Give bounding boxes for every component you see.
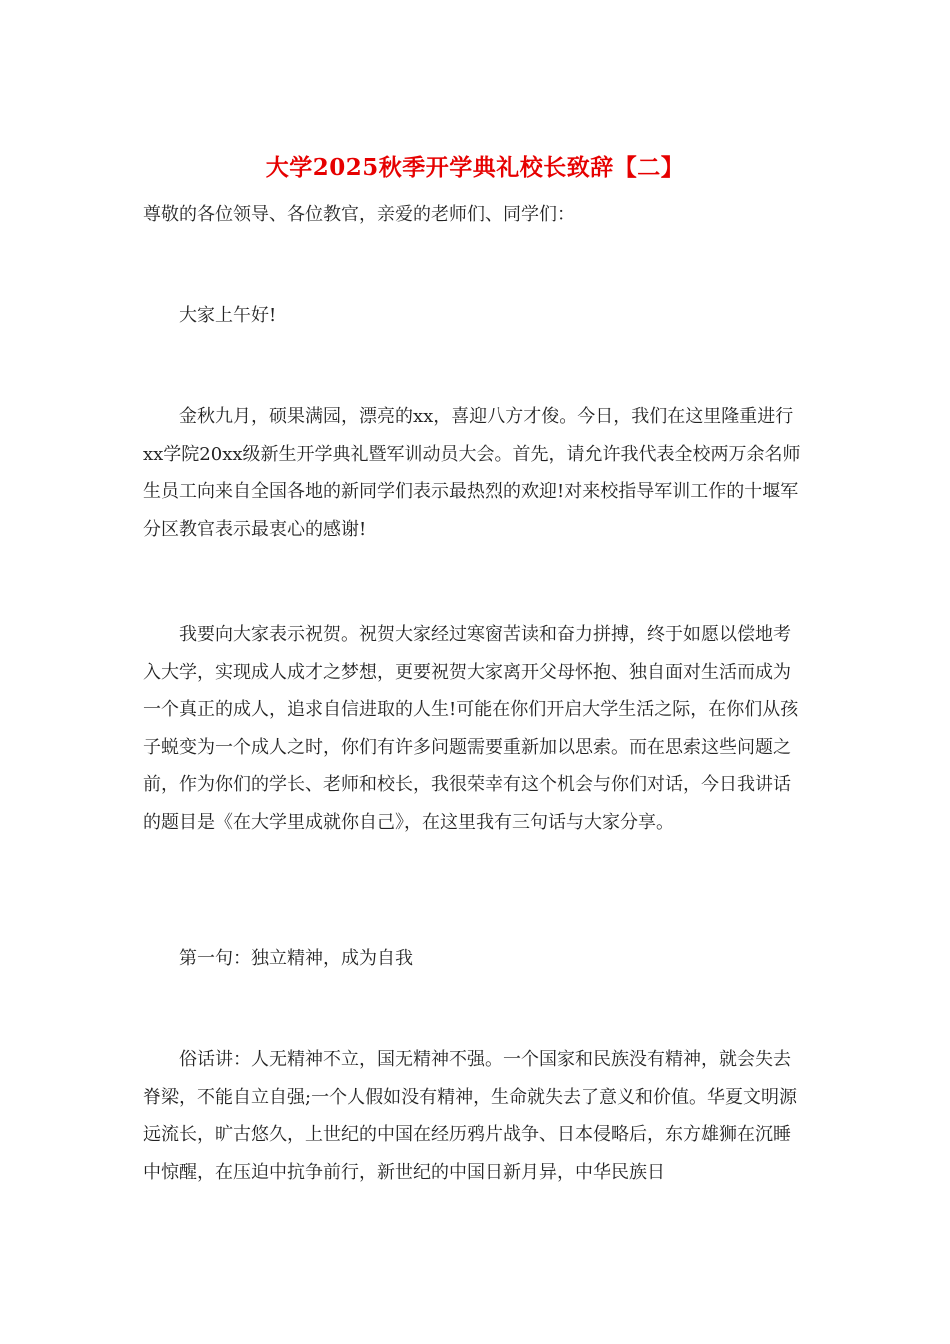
paragraph-greeting: 大家上午好! (179, 305, 277, 326)
section-heading-first: 第一句：独立精神，成为自我 (179, 948, 413, 969)
paragraph-spirit: 俗话讲：人无精神不立，国无精神不强。一个国家和民族没有精神，就会失去脊梁，不能自立自强;一个人假如没有精神，生命就失去了意义和价值。华夏文明源远流长，旷古悠久，上世纪的中国在经历鸦片战争、日本侵略后，东方雄狮在沉睡中惊醒，在压迫中抗争前行，新世纪的中国日新月异，中华民族日 (143, 1049, 798, 1183)
paragraph-congratulations: 我要向大家表示祝贺。祝贺大家经过寒窗苦读和奋力拼搏，终于如愿以偿地考入大学，实现成人成才之梦想，更要祝贺大家离开父母怀抱、独自面对生活而成为一个真正的成人，追求自信进取的人生!可能在你们开启大学生活之际，在你们从孩子蜕变为一个成人之时，你们有许多问题需要重新加以思索。而在思索这些问题之前，作为你们的学长、老师和校长，我很荣幸有这个机会与你们对话，今日我讲话的题目是《在大学里成就你自己》，在这里我有三句话与大家分享。 (143, 624, 799, 833)
paragraph-welcome: 金秋九月，硕果满园，漂亮的xx，喜迎八方才俊。今日，我们在这里隆重进行xx学院20xx级新生开学典礼暨军训动员大会。首先，请允许我代表全校两万余名师生员工向来自全国各地的新同学们表示最热烈的欢迎!对来校指导军训工作的十堰军分区教官表示最衷心的感谢! (143, 406, 801, 540)
salutation: 尊敬的各位领导、各位教官，亲爱的老师们、同学们： (143, 204, 575, 225)
document-title: 大学2025秋季开学典礼校长致辞【二】 (265, 154, 685, 181)
